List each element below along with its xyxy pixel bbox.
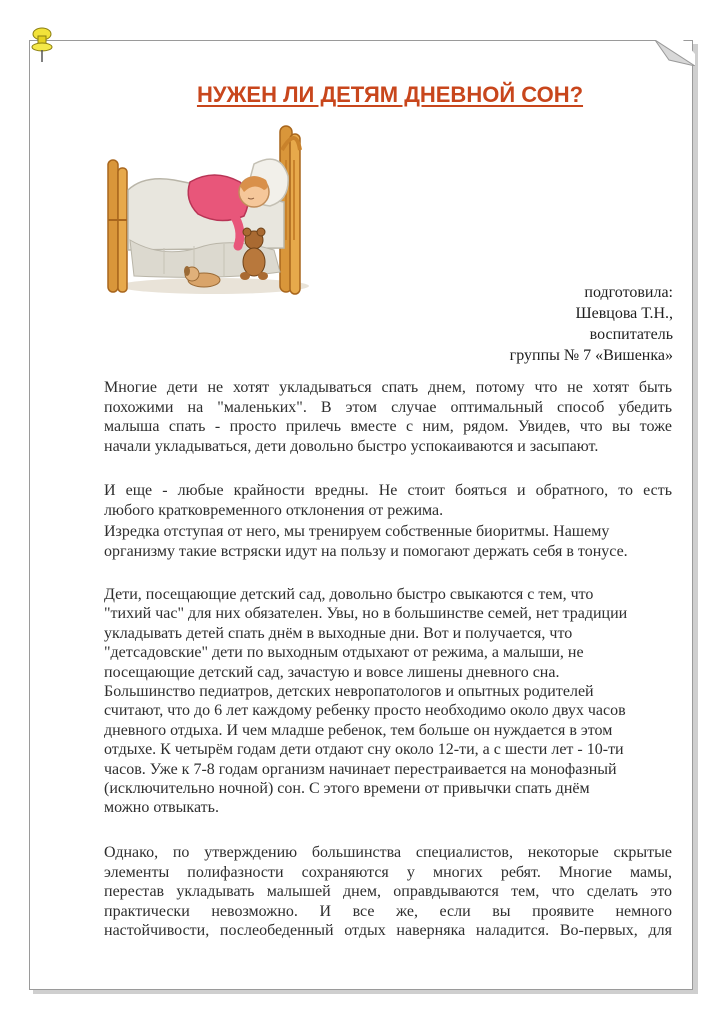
page-curl-corner [655, 40, 695, 66]
text-line: дневного отдыха. И чем младше ребенок, тем больше он нуждается в этом [104, 721, 613, 739]
text-line: организму такие встряски идут на пользу и помогают держать себя в тонусе. [104, 542, 628, 560]
text-line: Дети, посещающие детский сад, довольно быстро свыкаются с тем, что [104, 586, 594, 603]
credit-author-name: Шевцова Т.Н., [575, 305, 673, 322]
text-line: можно отвыкать. [104, 799, 219, 817]
text-line: укладывать детей спать днём в выходные дни. Вот и получается, что [104, 624, 573, 642]
text-line: Большинство педиатров, детских невропатологов и опытных родителей [104, 683, 594, 701]
text-line: начали укладываться, дети довольно быстро успокаиваются и засыпают. [104, 437, 599, 455]
credit-prepared-by: подготовила: [584, 284, 673, 301]
paragraph-4 [104, 585, 672, 818]
paragraph-5 [104, 843, 672, 941]
text-line: настойчивости, послеобеденный отдых наверняка наладится. Во-первых, для [104, 922, 672, 939]
text-line: "тихий час" для них обязателен. Увы, но в большинстве семей, нет традиции [104, 605, 628, 623]
credit-role: воспитатель [589, 326, 673, 343]
page-title: НУЖЕН ЛИ ДЕТЯМ ДНЕВНОЙ СОН? [196, 82, 584, 107]
text-line: малыша спать - просто прилечь вместе с ним, рядом. Увидев, что вы тоже [104, 418, 672, 435]
text-line: любого кратковременного отклонения от режима. [104, 501, 444, 519]
pushpin-icon [28, 26, 56, 64]
text-line: (исключительно ночной) сон. С этого времени от привычки спать днём [104, 780, 590, 798]
paragraph-3 [104, 522, 672, 561]
credit-group: группы № 7 «Вишенка» [509, 347, 673, 364]
author-credits [510, 282, 673, 366]
text-line: Однако, по утверждению большинства специалистов, некоторые скрытые [104, 844, 672, 861]
text-line: И еще - любые крайности вредны. Не стоит бояться и обратного, то есть [104, 482, 672, 499]
text-line: Многие дети не хотят укладываться спать днем, потому что не хотят быть [104, 379, 672, 396]
paragraph-1 [104, 378, 672, 456]
text-line: перестав укладывать малышей днем, оправдываются тем, что сделать это [104, 883, 672, 900]
text-line: считают, что до 6 лет каждому ребенку просто необходимо около двух часов [104, 702, 626, 720]
text-line: посещающие детский сад, зачастую и вовсе лишены дневного сна. [104, 663, 560, 681]
text-line: часов. Уже к 7-8 годам организм начинает перестраивается на монофазный [104, 760, 617, 778]
text-line: Изредка отступая от него, мы тренируем собственные биоритмы. Нашему [104, 523, 610, 540]
text-line: похожими на "маленьких". В этом случае оптимальный способ убедить [104, 398, 672, 416]
sleeping-child-illustration [104, 120, 310, 296]
text-line: "детсадовские" дети по выходным отдыхают от режима, а малыши, не [104, 644, 584, 662]
paragraph-2 [104, 481, 672, 520]
text-line: отдыхе. К четырём годам дети отдают сну около 12-ти, а с шести лет - 10-ти [104, 741, 624, 759]
text-line: практически невозможно. И все же, если вы проявите немного [104, 902, 672, 920]
text-line: элементы полифазности сохраняются у многих ребят. Многие мамы, [104, 863, 672, 881]
